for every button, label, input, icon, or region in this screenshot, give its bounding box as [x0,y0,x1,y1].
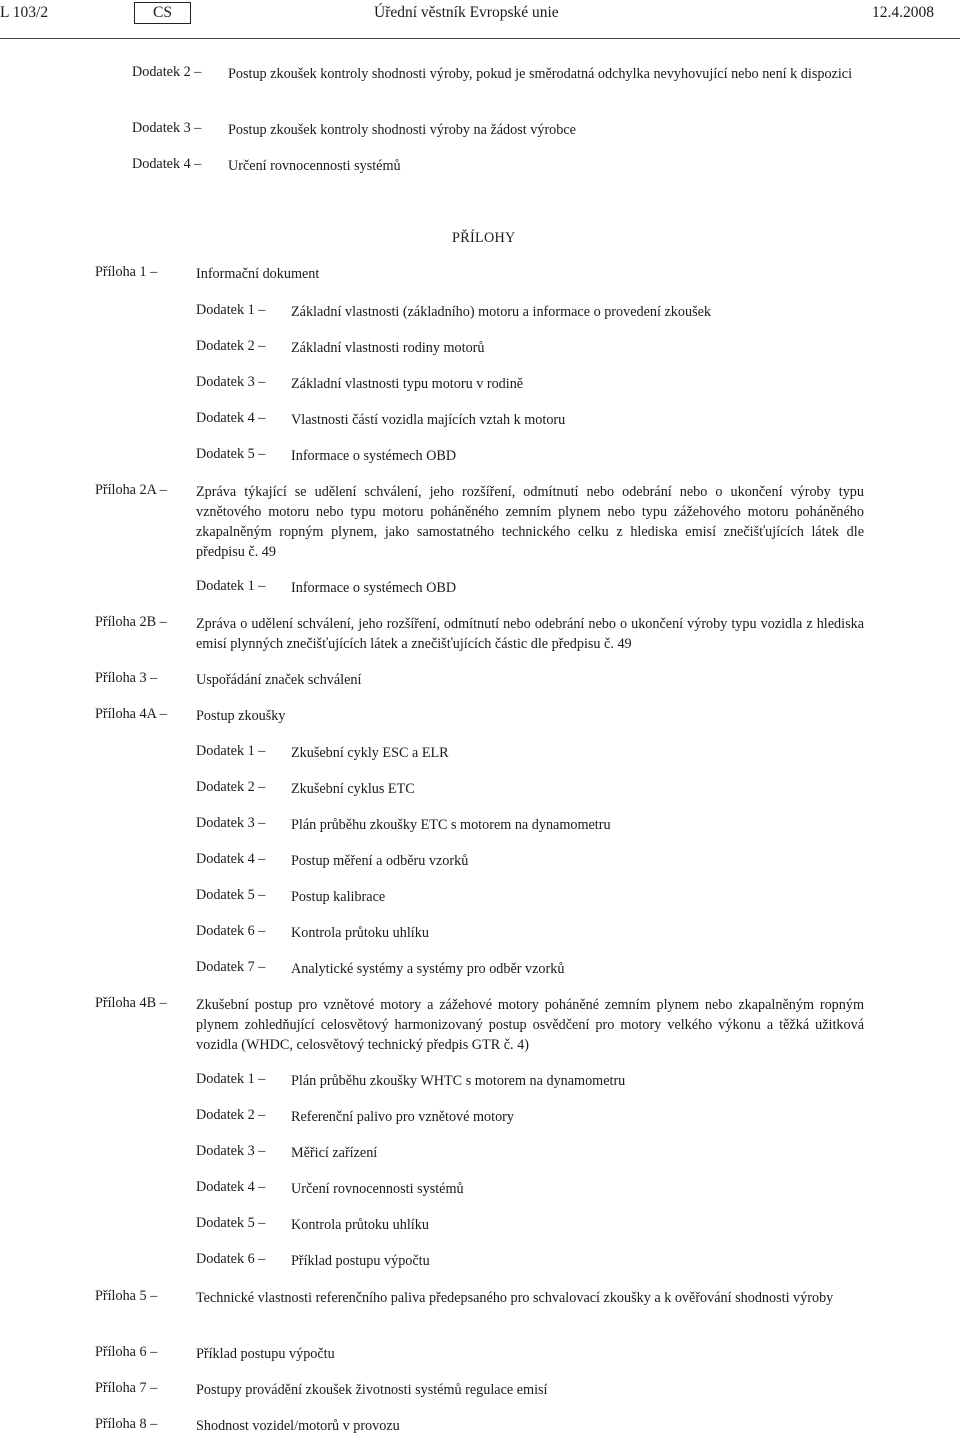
top-appendix-text: Postup zkoušek kontroly shodnosti výroby, pokud je směrodatná odchylka nevyhovující nebo není k dispozici [228,66,853,82]
annex-text: Postup zkoušky [196,708,286,724]
appendix-text: Kontrola průtoku uhlíku [291,1217,429,1233]
annex-text: Příklad postupu výpočtu [196,1346,335,1362]
annex-text: Uspořádání značek schválení [196,672,362,688]
appendix-label: Dodatek 2 – [196,779,266,795]
appendix-label: Dodatek 2 – [196,338,266,354]
page-header [0,0,960,30]
appendix-text: Zkušební cyklus ETC [291,781,415,797]
appendix-text: Plán průběhu zkoušky WHTC s motorem na dynamometru [291,1073,626,1089]
annex-text: Technické vlastnosti referenčního paliva předepsaného pro schvalovací zkoušky a k ověřování shodnosti výroby [196,1290,834,1306]
appendix-text: Plán průběhu zkoušky ETC s motorem na dynamometru [291,817,611,833]
top-appendix-text: Postup zkoušek kontroly shodnosti výroby na žádost výrobce [228,122,576,138]
appendix-label: Dodatek 5 – [196,1215,266,1231]
annex-text: Informační dokument [196,266,320,282]
journal-title: Úřední věstník Evropské unie [374,4,559,21]
appendix-text: Informace o systémech OBD [291,580,457,596]
annex-label: Příloha 5 – [95,1288,158,1304]
annex-label: Příloha 2B – [95,614,167,630]
appendix-text: Příklad postupu výpočtu [291,1253,430,1269]
header-rule [0,38,960,39]
appendix-text: Měřicí zařízení [291,1145,378,1161]
appendix-text: Informace o systémech OBD [291,448,457,464]
top-appendix-label: Dodatek 3 – [132,120,202,136]
appendix-text: Kontrola průtoku uhlíku [291,925,429,941]
appendix-label: Dodatek 5 – [196,887,266,903]
annex-text: Zkušební postup pro vznětové motory a zážehové motory poháněné zemním plynem nebo zkapalněným ropným plynem zohledňující celosvětový harmonizovaný postup osvědčení pro motory velkého výkonu a těžká užitková vozidla (WHDC, celosvětový technický předpis GTR č. 4) [196,997,864,1053]
appendix-text: Zkušební cykly ESC a ELR [291,745,449,761]
appendix-label: Dodatek 4 – [196,1179,266,1195]
top-appendix-label: Dodatek 4 – [132,156,202,172]
annex-label: Příloha 4B – [95,995,167,1011]
appendix-label: Dodatek 4 – [196,410,266,426]
annex-label: Příloha 6 – [95,1344,158,1360]
appendix-label: Dodatek 3 – [196,374,266,390]
annex-text: Postupy provádění zkoušek životnosti systémů regulace emisí [196,1382,548,1398]
language-badge: CS [134,2,191,24]
appendix-label: Dodatek 7 – [196,959,266,975]
annex-text: Zpráva o udělení schválení, jeho rozšíření, odmítnutí nebo odebrání nebo o ukončení výroby typu vozidla z hlediska emisí plynných znečišťujících látek a znečišťujících částic dle předpisu č. 49 [196,616,864,652]
annexes-title: PŘÍLOHY [452,230,516,246]
appendix-text: Vlastnosti částí vozidla majících vztah k motoru [291,412,566,428]
annex-label: Příloha 7 – [95,1380,158,1396]
annex-label: Příloha 2A – [95,482,167,498]
annex-label: Příloha 4A – [95,706,167,722]
appendix-label: Dodatek 1 – [196,1071,266,1087]
appendix-label: Dodatek 4 – [196,851,266,867]
annex-text: Zpráva týkající se udělení schválení, jeho rozšíření, odmítnutí nebo odebrání nebo o ukončení výroby typu vznětového motoru nebo typu motoru poháněného zemním plynem nebo typu zážehového motoru poháněného zkapalněným ropným plynem, jako samostatného technického celku z hlediska emisí znečišťujících látek dle předpisu č. 49 [196,484,864,560]
appendix-text: Určení rovnocennosti systémů [291,1181,464,1197]
date: 12.4.2008 [872,4,934,21]
annex-label: Příloha 8 – [95,1416,158,1432]
appendix-text: Postup kalibrace [291,889,386,905]
page-ref: L 103/2 [0,4,49,21]
appendix-label: Dodatek 1 – [196,743,266,759]
appendix-label: Dodatek 1 – [196,578,266,594]
appendix-text: Základní vlastnosti (základního) motoru a informace o provedení zkoušek [291,304,711,320]
appendix-label: Dodatek 5 – [196,446,266,462]
annex-label: Příloha 1 – [95,264,158,280]
appendix-text: Základní vlastnosti rodiny motorů [291,340,485,356]
appendix-label: Dodatek 2 – [196,1107,266,1123]
annex-text: Shodnost vozidel/motorů v provozu [196,1418,400,1434]
appendix-text: Referenční palivo pro vznětové motory [291,1109,514,1125]
appendix-label: Dodatek 6 – [196,923,266,939]
appendix-label: Dodatek 6 – [196,1251,266,1267]
appendix-label: Dodatek 3 – [196,1143,266,1159]
appendix-label: Dodatek 3 – [196,815,266,831]
top-appendix-text: Určení rovnocennosti systémů [228,158,401,174]
top-appendix-label: Dodatek 2 – [132,64,202,80]
annex-label: Příloha 3 – [95,670,158,686]
appendix-text: Postup měření a odběru vzorků [291,853,469,869]
appendix-text: Základní vlastnosti typu motoru v rodině [291,376,524,392]
appendix-label: Dodatek 1 – [196,302,266,318]
appendix-text: Analytické systémy a systémy pro odběr vzorků [291,961,565,977]
